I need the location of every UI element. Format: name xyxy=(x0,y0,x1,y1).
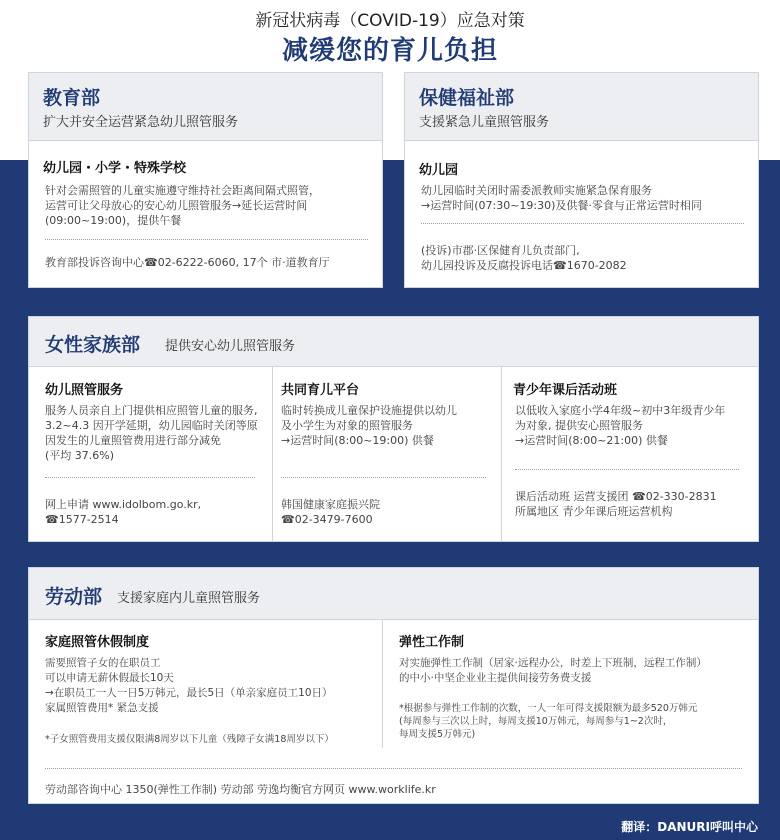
column-title: 幼儿照管服务 xyxy=(45,383,124,398)
contact-line: 课后活动班 运营支援团 ☎02-330-2831 xyxy=(515,490,717,503)
body-line: 需要照管子女的在职员工 xyxy=(45,657,161,669)
body-line: →在职员工一人一日5万韩元，最长5日（单亲家庭员工10日） xyxy=(45,687,333,699)
column-contact xyxy=(281,497,496,527)
body-line: →运营时间(8:00~21:00) 供餐 xyxy=(515,434,668,447)
body-line: →运营时间(8:00~19:00) 供餐 xyxy=(281,434,434,447)
contact-line: ☎02-3479-7600 xyxy=(281,513,373,526)
dept-name: 劳动部 xyxy=(45,586,103,608)
contact-line: (投诉)市郡·区保健育儿负责部门, xyxy=(421,244,580,257)
body-line: (09:00~19:00)，提供午餐 xyxy=(45,214,182,227)
dotted-divider xyxy=(421,223,744,224)
column-body xyxy=(45,656,379,716)
body-line: 家属照管费用* 紧急支援 xyxy=(45,702,159,714)
body-line: 服务人员亲自上门提供相应照管儿童的服务, xyxy=(45,404,258,417)
body-line: 幼儿园临时关闭时需委派教师实施紧急保育服务 xyxy=(421,184,652,197)
body-line: (平均 37.6%) xyxy=(45,449,115,462)
column-title: 家庭照管休假制度 xyxy=(45,635,150,650)
body-line: 针对会需照管的儿童实施遵守维持社会距离间隔式照管， xyxy=(45,184,320,197)
translation-credit: 翻译：DANURI呼叫中心 xyxy=(621,820,758,834)
column-title: 弹性工作制 xyxy=(399,635,465,650)
column-divider xyxy=(272,367,273,542)
contact-info xyxy=(421,243,751,273)
contact-line: 所属地区 青少年课后班运营机构 xyxy=(515,505,673,518)
contact-info: 教育部投诉咨询中心☎02-6222-6060, 17个 市·道教育厅 xyxy=(45,256,330,269)
dept-subtitle: 支援紧急儿童照管服务 xyxy=(419,115,550,130)
labor-card-header xyxy=(29,568,758,620)
block-title: 幼儿园・小学・特殊学校 xyxy=(43,161,187,176)
health-card-header xyxy=(405,73,758,141)
body-line: 运营可让父母放心的安心幼儿照管服务→延长运营时间 xyxy=(45,199,308,212)
family-card-header xyxy=(29,317,758,367)
dept-subtitle: 提供安心幼儿照管服务 xyxy=(165,339,296,354)
body-line: 可以申请无薪休假最长10天 xyxy=(45,672,174,684)
contact-line: ☎1577-2514 xyxy=(45,513,119,526)
column-note: *子女照管费用支援仅限满8周岁以下儿童（残障子女满18周岁以下） xyxy=(45,734,334,745)
column-note xyxy=(399,702,754,741)
labor-card xyxy=(28,567,759,804)
body-line: 及小学生为对象的照管服务 xyxy=(281,419,413,432)
column-body xyxy=(45,403,269,463)
column-body xyxy=(515,403,751,448)
dotted-divider xyxy=(45,477,255,478)
dept-name: 保健福祉部 xyxy=(419,87,515,109)
body-line: 为对象, 提供安心照管服务 xyxy=(515,419,643,432)
column-divider xyxy=(501,367,502,542)
body-line: →运营时间(07:30~19:30)及供餐·零食与正常运营时相同 xyxy=(421,199,702,212)
labor-contact: 劳动部咨询中心 1350(弹性工作制) 劳动部 劳逸均衡官方网页 www.worklife.kr xyxy=(45,783,436,796)
column-body xyxy=(281,403,496,448)
page-title: 减缓您的育儿负担 xyxy=(281,36,498,66)
dotted-divider xyxy=(515,469,739,470)
family-card xyxy=(28,316,759,542)
column-body xyxy=(399,656,749,686)
dept-subtitle: 支援家庭内儿童照管服务 xyxy=(117,591,261,606)
contact-line: 幼儿园投诉及反腐投诉电话☎1670-2082 xyxy=(421,259,627,272)
body-line: 的中小·中坚企业业主提供间接劳务费支援 xyxy=(399,672,592,684)
column-contact xyxy=(515,489,751,519)
page-supertitle: 新冠状病毒（COVID-19）应急对策 xyxy=(255,11,525,31)
dotted-divider xyxy=(45,239,368,240)
block-body xyxy=(421,183,751,213)
note-line: *根据参与弹性工作制的次数，一人一年可得支援限额为最多520万韩元 xyxy=(399,703,698,714)
body-line: 临时转换成儿童保护设施提供以幼儿 xyxy=(281,404,457,417)
column-contact xyxy=(45,497,269,527)
health-welfare-card xyxy=(404,72,759,288)
dept-subtitle: 扩大并安全运营紧急幼儿照管服务 xyxy=(43,115,239,130)
dotted-divider xyxy=(45,768,742,769)
body-line: 以低收入家庭小学4年级~初中3年级青少年 xyxy=(515,404,726,417)
contact-line: 网上申请 www.idolbom.go.kr, xyxy=(45,498,202,511)
block-title: 幼儿园 xyxy=(419,163,459,178)
note-line: (每周参与三次以上时，每周支援10万韩元，每周参与1~2次时， xyxy=(399,716,673,727)
body-line: 因发生的儿童照管费用进行部分减免 xyxy=(45,434,221,447)
contact-line: 韩国健康家庭振兴院 xyxy=(281,498,380,511)
column-title: 青少年课后活动班 xyxy=(513,383,618,398)
column-divider xyxy=(382,620,383,748)
dept-name: 女性家族部 xyxy=(45,334,141,356)
column-title: 共同育儿平台 xyxy=(281,383,360,398)
dept-name: 教育部 xyxy=(43,87,101,109)
education-card-header xyxy=(29,73,382,141)
education-card xyxy=(28,72,383,288)
body-line: 对实施弹性工作制（居家·远程办公，时差上下班制，远程工作制） xyxy=(399,657,707,669)
body-line: 3.2~4.3 因开学延期，幼儿园临时关闭等原 xyxy=(45,419,258,432)
block-body xyxy=(45,183,375,228)
note-line: 每周支援5万韩元) xyxy=(399,729,476,740)
dotted-divider xyxy=(281,477,486,478)
